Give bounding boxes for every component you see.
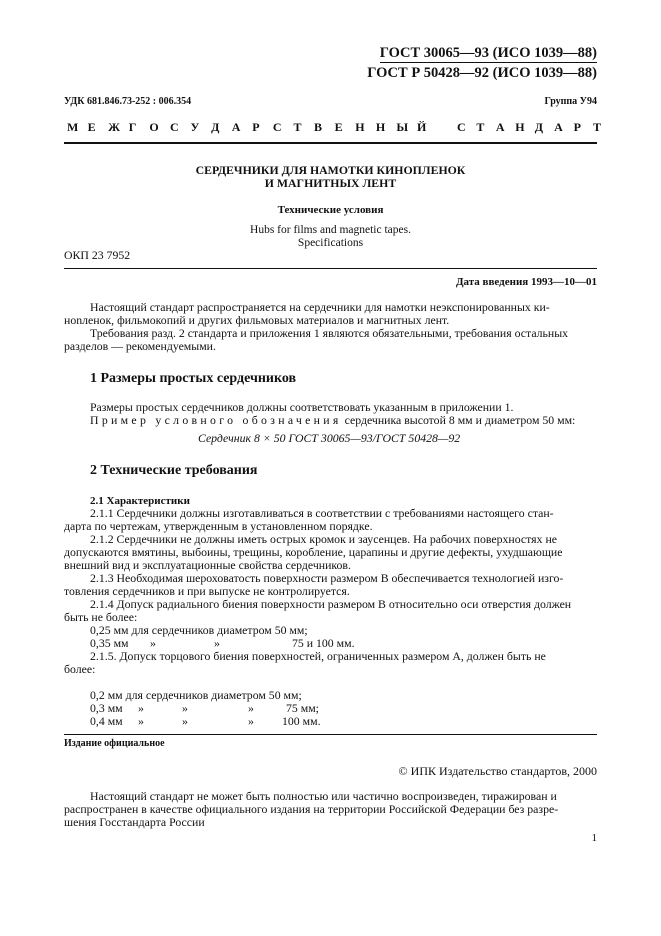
header-letter: Д: [534, 120, 543, 134]
effective-date: Дата введения 1993—10—01: [455, 276, 597, 288]
reproduction-note-line1: Настоящий стандарт не может быть полностью или частично воспроизведен, тиражирован и: [90, 789, 557, 803]
header-letter: Т: [593, 120, 602, 134]
header-letter: Т: [293, 120, 302, 134]
header-letter: Н: [375, 120, 386, 134]
req-line: быть не более:: [64, 610, 138, 624]
req-line: 0,3 мм: [90, 701, 123, 715]
footer-rule: [64, 734, 597, 735]
header-letter: А: [231, 120, 241, 134]
reproduction-note-line2: распространен в качестве официального издания на территории Российской Федерации без разре-: [64, 802, 559, 816]
req-line: товления сердечников и при выпуске не контролируется.: [64, 584, 350, 598]
example-line: [90, 414, 575, 427]
req-line: 2.1.2 Сердечники не должны иметь острых кромок и заусенцев. На рабочих поверхностях не: [90, 532, 557, 546]
page-number: 1: [591, 832, 597, 844]
english-title-line2: Specifications: [297, 237, 364, 249]
req-line: 0,4 мм: [90, 714, 123, 728]
ditto-mark: »: [248, 701, 254, 715]
english-title-line1: Hubs for films and magnetic tapes.: [250, 224, 411, 236]
header-letter: Н: [355, 120, 365, 134]
okp-code: ОКП 23 7952: [64, 248, 131, 262]
ditto-mark: »: [150, 636, 156, 650]
req-line: 2.1.4 Допуск радиального биения поверхности размером B относительно оси отверстия должен: [90, 597, 572, 611]
header-letter: А: [554, 120, 563, 134]
header-letter: О: [149, 120, 159, 134]
req-line: дарта по чертежам, утвержденным в установленном порядке.: [64, 519, 373, 533]
req-line: внешний вид и эксплуатационные свойства сердечников.: [64, 558, 351, 572]
example-label: Пример условного обозначения: [90, 413, 342, 427]
header-letter: Ы: [396, 120, 409, 134]
req-line: 75 и 100 мм.: [292, 636, 355, 650]
official-edition: Издание официальное: [64, 738, 165, 749]
intro-p1-line1: Настоящий стандарт распространяется на сердечники для намотки неэкспонированных ки-: [90, 300, 550, 314]
ditto-mark: »: [138, 714, 144, 728]
req-line: 75 мм;: [286, 701, 319, 715]
doc-subtitle: Технические условия: [277, 204, 384, 216]
header-letter: С: [457, 120, 466, 134]
req-line: 2.1.3 Необходимая шероховатость поверхности размером B обеспечивается технологией изго-: [90, 571, 564, 585]
header-letter: М: [67, 120, 79, 134]
header-letter: А: [495, 120, 505, 134]
header-letter: Й: [417, 120, 427, 134]
header-letter: Р: [252, 120, 260, 134]
ditto-mark: »: [138, 701, 144, 715]
title-rule: [64, 268, 597, 269]
header-letter: Т: [476, 120, 485, 134]
req-line: 2.1.5. Допуск торцового биения поверхностей, ограниченных размером A, должен быть не: [90, 649, 546, 663]
section2-heading: 2 Технические требования: [90, 463, 258, 478]
req-line: 0,35 мм: [90, 636, 129, 650]
standard-number-1: ГОСТ 30065—93 (ИСО 1039—88): [379, 45, 597, 61]
req-line: 0,2 мм для сердечников диаметром 50 мм;: [90, 688, 302, 702]
subsection-2-1: 2.1 Характеристики: [90, 495, 190, 507]
req-line: более:: [64, 662, 96, 676]
section1-text: Размеры простых сердечников должны соответствовать указанным в приложении 1.: [90, 400, 514, 414]
header-letter: Д: [211, 120, 220, 134]
header-letter: Р: [573, 120, 581, 134]
copyright: © ИПК Издательство стандартов, 2000: [398, 764, 597, 778]
ditto-mark: »: [182, 714, 188, 728]
reproduction-note-line3: шения Госстандарта России: [64, 815, 205, 829]
header-letter: Г: [128, 120, 137, 134]
header-rule: [64, 142, 597, 144]
req-line: 2.1.1 Сердечники должны изготавливаться в соответствии с требованиями настоящего стан-: [90, 506, 554, 520]
ditto-mark: »: [214, 636, 220, 650]
doc-title-line1: СЕРДЕЧНИКИ ДЛЯ НАМОТКИ КИНОПЛЕНОК: [195, 163, 466, 177]
header-letter: У: [190, 120, 200, 134]
doc-title-line2: И МАГНИТНЫХ ЛЕНТ: [264, 176, 397, 190]
header-letter: С: [169, 120, 179, 134]
req-line: 100 мм.: [282, 714, 321, 728]
header-letter: Е: [334, 120, 343, 134]
standard-number-2: ГОСТ Р 50428—92 (ИСО 1039—88): [367, 65, 597, 81]
header-letter: Ж: [108, 120, 121, 134]
designation-example: Сердечник 8 × 50 ГОСТ 30065—93/ГОСТ 50428—92: [198, 431, 461, 445]
udc-code: УДК 681.846.73-252 : 006.354: [64, 96, 192, 107]
intro-p1-line2: ноnленок, фильмокопий и других фильмовых материалов и магнитных лент.: [64, 313, 450, 327]
intro-p2-line1: Требования разд. 2 стандарта и приложения 1 являются обязательными, требования остальных: [90, 326, 569, 340]
req-line: допускаются вмятины, выбоины, трещины, коробление, царапины и другие дефекты, ухудшающие: [64, 545, 563, 559]
header-letter: Н: [515, 120, 525, 134]
example-rest: сердечника высотой 8 мм и диаметром 50 мм:: [341, 413, 576, 427]
header-letter: С: [272, 120, 282, 134]
intro-p2-line2: разделов — рекомендуемыми.: [64, 339, 216, 353]
ditto-mark: »: [248, 714, 254, 728]
req-line: 0,25 мм для сердечников диаметром 50 мм;: [90, 623, 308, 637]
section1-heading: 1 Размеры простых сердечников: [90, 371, 297, 386]
group-code: Группа У94: [544, 96, 597, 107]
ditto-mark: »: [182, 701, 188, 715]
header-letter: В: [314, 120, 323, 134]
header-letter: Е: [87, 120, 96, 134]
